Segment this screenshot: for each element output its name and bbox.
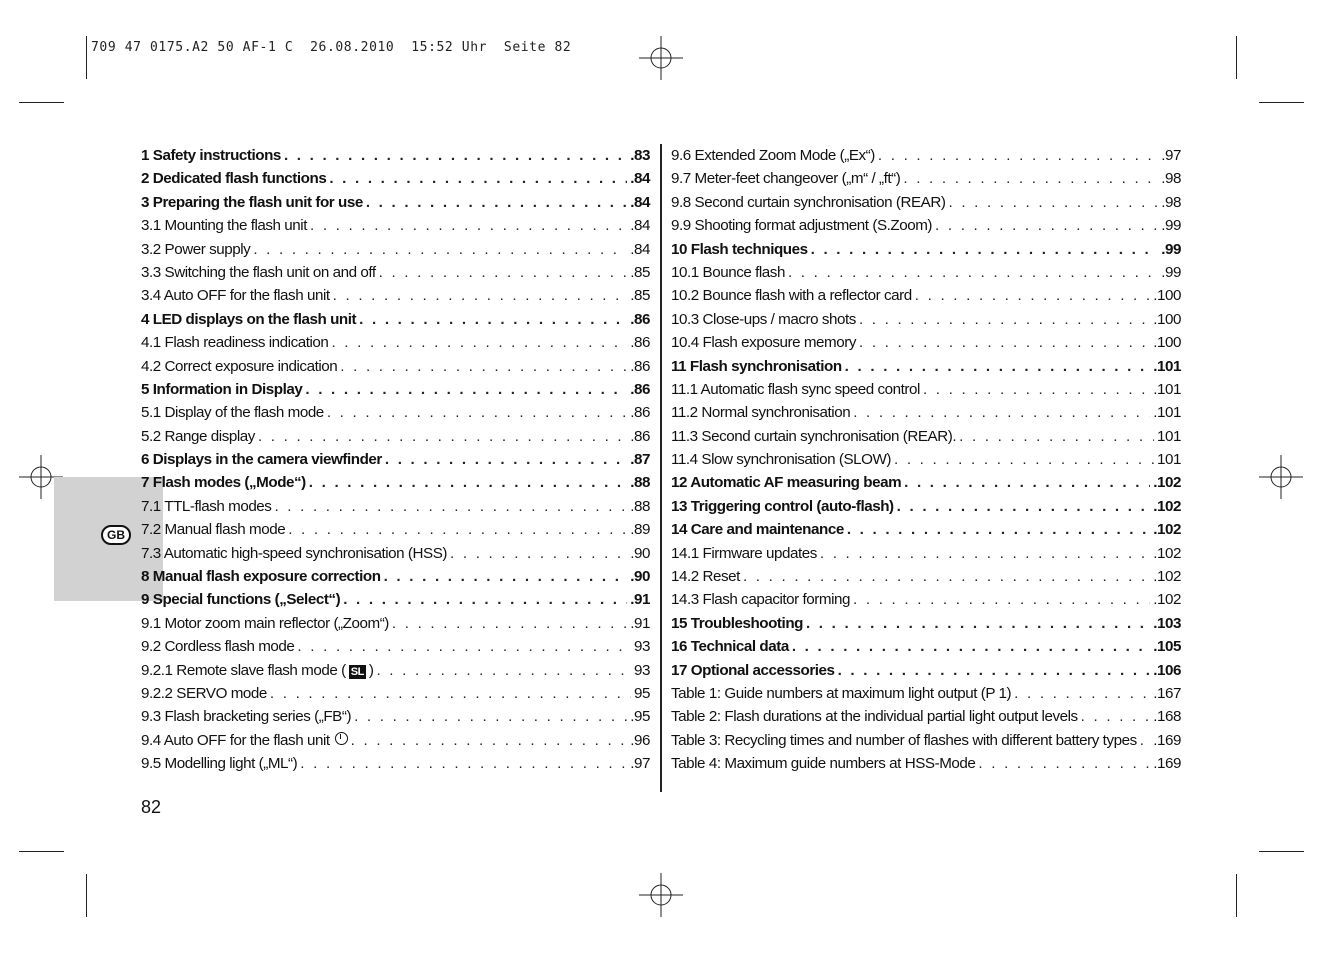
timer-icon bbox=[335, 732, 348, 745]
toc-leader-dots bbox=[354, 705, 627, 728]
toc-entry-page: 101 bbox=[1157, 451, 1181, 469]
toc-entry-page: .83 bbox=[630, 147, 650, 164]
crop-mark bbox=[1236, 874, 1237, 917]
toc-entry-label: 10.3 Close-ups / macro shots bbox=[671, 310, 856, 328]
toc-entry-label: 13 Triggering control (auto-flash) bbox=[671, 497, 894, 515]
toc-entry bbox=[141, 331, 650, 354]
toc-entry-label: 14.1 Firmware updates bbox=[671, 544, 817, 562]
toc-entry-label: 3 Preparing the flash unit for use bbox=[141, 193, 363, 211]
toc-entry-page: .169 bbox=[1153, 731, 1181, 749]
toc-leader-dots bbox=[847, 518, 1150, 541]
toc-entry-label: 7.2 Manual flash mode bbox=[141, 521, 286, 539]
toc-entry-label: 9.4 Auto OFF for the flash unit bbox=[141, 731, 330, 749]
toc-entry-label: 4.1 Flash readiness indication bbox=[141, 334, 329, 352]
toc-entry-page: .84 bbox=[630, 170, 650, 188]
toc-leader-dots bbox=[788, 261, 1158, 284]
toc-entry bbox=[671, 752, 1181, 775]
toc-leader-dots bbox=[305, 378, 627, 401]
toc-entry bbox=[671, 261, 1181, 284]
toc-entry-page: .87 bbox=[630, 451, 650, 469]
toc-leader-dots bbox=[859, 331, 1150, 354]
toc-entry-label: 14.3 Flash capacitor forming bbox=[671, 591, 851, 609]
toc-entry-label: 10.4 Flash exposure memory bbox=[671, 334, 856, 352]
toc-entry-page: .88 bbox=[630, 497, 650, 515]
toc-entry bbox=[141, 144, 650, 167]
toc-entry-page: .90 bbox=[630, 568, 650, 586]
toc-entry-page: .100 bbox=[1153, 287, 1181, 305]
toc-leader-dots bbox=[327, 401, 627, 424]
toc-entry-page: .86 bbox=[630, 310, 650, 328]
toc-entry-label: 15 Troubleshooting bbox=[671, 614, 803, 632]
toc-entry-page: .86 bbox=[630, 404, 650, 422]
toc-entry-label: 7.1 TTL-flash modes bbox=[141, 497, 272, 515]
toc-entry-page: .95 bbox=[630, 708, 650, 726]
toc-entry bbox=[671, 565, 1181, 588]
toc-entry-page: .84 bbox=[630, 217, 650, 235]
toc-entry-label: 9.5 Modelling light („ML“) bbox=[141, 755, 298, 773]
language-badge: GB bbox=[101, 525, 131, 545]
toc-entry-label: 16 Technical data bbox=[671, 638, 789, 656]
toc-entry-label: 4.2 Correct exposure indication bbox=[141, 357, 338, 375]
toc-entry-page: .102 bbox=[1153, 568, 1181, 586]
toc-entry-page: .102 bbox=[1153, 474, 1181, 492]
toc-leader-dots bbox=[904, 471, 1150, 494]
toc-leader-dots bbox=[343, 588, 627, 611]
toc-leader-dots bbox=[258, 425, 627, 448]
toc-entry-page: .102 bbox=[1153, 497, 1181, 515]
toc-entry-label: 11.2 Normal synchronisation bbox=[671, 404, 851, 422]
toc-entry-label: Table 2: Flash durations at the individual partial light output levels bbox=[671, 708, 1078, 726]
toc-entry-page: 101 bbox=[1157, 427, 1181, 445]
toc-leader-dots bbox=[309, 471, 627, 494]
toc-entry-label: 5 Information in Display bbox=[141, 380, 303, 398]
toc-leader-dots bbox=[935, 214, 1158, 237]
toc-entry-label: 9.7 Meter-feet changeover („m“ / „ft“) bbox=[671, 170, 901, 188]
toc-entry bbox=[141, 565, 650, 588]
toc-entry bbox=[671, 378, 1181, 401]
toc-entry bbox=[141, 705, 650, 728]
toc-entry-page: .85 bbox=[630, 287, 650, 305]
column-divider bbox=[660, 144, 662, 792]
toc-entry-page: .168 bbox=[1153, 708, 1181, 726]
toc-right-column bbox=[671, 144, 1181, 776]
toc-leader-dots bbox=[253, 238, 627, 261]
toc-entry-page: .91 bbox=[630, 591, 650, 609]
toc-entry-page: .86 bbox=[630, 427, 650, 445]
print-header-line: 709 47 0175.A2 50 AF-1 C 26.08.2010 15:52 Uhr Seite 82 bbox=[91, 40, 572, 55]
toc-leader-dots bbox=[331, 331, 627, 354]
toc-entry bbox=[141, 635, 650, 658]
toc-leader-dots bbox=[310, 214, 627, 237]
toc-entry-page: .86 bbox=[630, 334, 650, 352]
toc-leader-dots bbox=[1081, 705, 1151, 728]
toc-entry-page: .101 bbox=[1153, 404, 1181, 422]
toc-leader-dots bbox=[297, 635, 631, 658]
toc-leader-dots bbox=[384, 565, 628, 588]
toc-entry-label: 17 Optional accessories bbox=[671, 661, 835, 679]
toc-entry-page: .86 bbox=[630, 380, 650, 398]
toc-entry-label: 2 Dedicated flash functions bbox=[141, 170, 327, 188]
toc-leader-dots bbox=[284, 144, 627, 167]
toc-entry bbox=[141, 191, 650, 214]
toc-entry bbox=[671, 144, 1181, 167]
toc-entry bbox=[671, 495, 1181, 518]
toc-entry bbox=[671, 612, 1181, 635]
toc-entry-page: .106 bbox=[1153, 661, 1181, 679]
toc-leader-dots bbox=[792, 635, 1150, 658]
toc-entry bbox=[671, 167, 1181, 190]
toc-entry-page: .101 bbox=[1153, 357, 1181, 375]
toc-entry bbox=[141, 682, 650, 705]
crop-mark bbox=[1259, 851, 1304, 852]
toc-entry-label: 1 Safety instructions bbox=[141, 147, 281, 164]
toc-entry-page: 95 bbox=[634, 684, 650, 702]
toc-entry-label: 12 Automatic AF measuring beam bbox=[671, 474, 902, 492]
toc-entry bbox=[671, 355, 1181, 378]
toc-entry-page: .100 bbox=[1153, 334, 1181, 352]
toc-entry bbox=[671, 308, 1181, 331]
registration-mark-icon bbox=[639, 36, 683, 80]
toc-entry-label: 4 LED displays on the flash unit bbox=[141, 310, 357, 328]
toc-leader-dots bbox=[450, 542, 627, 565]
toc-entry bbox=[141, 448, 650, 471]
toc-entry bbox=[671, 682, 1181, 705]
toc-entry bbox=[671, 729, 1181, 752]
toc-entry-label: 5.1 Display of the flash mode bbox=[141, 404, 324, 422]
toc-entry bbox=[671, 635, 1181, 658]
toc-entry bbox=[141, 542, 650, 565]
toc-entry bbox=[671, 191, 1181, 214]
toc-leader-dots bbox=[274, 495, 627, 518]
toc-leader-dots bbox=[915, 284, 1150, 307]
crop-mark bbox=[19, 102, 64, 103]
toc-entry-page: .91 bbox=[630, 614, 650, 632]
toc-entry bbox=[141, 261, 650, 284]
toc-entry bbox=[671, 518, 1181, 541]
toc-leader-dots bbox=[379, 261, 628, 284]
crop-mark bbox=[1259, 102, 1304, 103]
toc-entry-label: 10.1 Bounce flash bbox=[671, 263, 785, 281]
toc-leader-dots bbox=[978, 752, 1150, 775]
toc-entry-page: .169 bbox=[1153, 755, 1181, 773]
toc-leader-dots bbox=[359, 308, 627, 331]
toc-entry-page: .97 bbox=[1161, 147, 1181, 164]
toc-entry-page: .84 bbox=[630, 240, 650, 258]
toc-entry-page: .96 bbox=[630, 731, 650, 749]
toc-entry-label: 11.3 Second curtain synchronisation (REAR). bbox=[671, 427, 957, 445]
toc-leader-dots bbox=[806, 612, 1150, 635]
toc-entry-page: .90 bbox=[630, 544, 650, 562]
toc-entry-label: 9.1 Motor zoom main reflector („Zoom“) bbox=[141, 614, 389, 632]
toc-entry bbox=[141, 729, 650, 752]
toc-entry bbox=[141, 378, 650, 401]
toc-entry-label: 9.2 Cordless flash mode bbox=[141, 638, 295, 656]
toc-leader-dots bbox=[820, 542, 1150, 565]
toc-entry-label: Table 3: Recycling times and number of flashes with different battery types bbox=[671, 731, 1137, 749]
toc-left-column bbox=[141, 144, 650, 776]
toc-entry-page: .89 bbox=[630, 521, 650, 539]
toc-entry-label: 9.3 Flash bracketing series („FB“) bbox=[141, 708, 352, 726]
toc-leader-dots bbox=[351, 729, 628, 752]
toc-entry bbox=[141, 471, 650, 494]
toc-entry-label: 9.2.1 Remote slave flash mode ( bbox=[141, 661, 346, 679]
toc-leader-dots bbox=[838, 659, 1151, 682]
toc-leader-dots bbox=[859, 308, 1150, 331]
toc-leader-dots bbox=[853, 401, 1150, 424]
crop-mark bbox=[86, 36, 87, 79]
toc-entry bbox=[141, 588, 650, 611]
toc-entry-page: .101 bbox=[1153, 380, 1181, 398]
toc-entry bbox=[671, 238, 1181, 261]
toc-leader-dots bbox=[333, 284, 628, 307]
crop-mark bbox=[1236, 36, 1237, 79]
toc-entry-label-suffix: ) bbox=[368, 661, 374, 679]
toc-entry bbox=[141, 612, 650, 635]
toc-entry bbox=[671, 284, 1181, 307]
toc-entry bbox=[141, 284, 650, 307]
toc-entry-label: 3.2 Power supply bbox=[141, 240, 251, 258]
toc-entry-label: Table 1: Guide numbers at maximum light output (P 1) bbox=[671, 684, 1012, 702]
toc-entry bbox=[141, 167, 650, 190]
toc-entry bbox=[671, 331, 1181, 354]
toc-leader-dots bbox=[392, 612, 627, 635]
toc-entry bbox=[141, 401, 650, 424]
toc-entry bbox=[141, 659, 650, 682]
toc-entry bbox=[141, 355, 650, 378]
toc-entry-page: .85 bbox=[630, 263, 650, 281]
toc-entry-label: Table 4: Maximum guide numbers at HSS-Mode bbox=[671, 755, 976, 773]
toc-entry bbox=[671, 588, 1181, 611]
toc-entry bbox=[141, 238, 650, 261]
toc-entry-label: 6 Displays in the camera viewfinder bbox=[141, 451, 382, 469]
toc-entry-label: 9.9 Shooting format adjustment (S.Zoom) bbox=[671, 217, 933, 235]
toc-entry-label: 7.3 Automatic high-speed synchronisation (HSS) bbox=[141, 544, 448, 562]
toc-entry bbox=[141, 425, 650, 448]
toc-leader-dots bbox=[1140, 729, 1151, 752]
toc-leader-dots bbox=[897, 495, 1151, 518]
toc-leader-dots bbox=[878, 144, 1158, 167]
crop-mark bbox=[86, 874, 87, 917]
toc-leader-dots bbox=[288, 518, 627, 541]
toc-leader-dots bbox=[270, 682, 631, 705]
toc-entry bbox=[671, 425, 1181, 448]
toc-leader-dots bbox=[385, 448, 627, 471]
toc-entry-label: 10.2 Bounce flash with a reflector card bbox=[671, 287, 912, 305]
toc-entry-label: 9 Special functions („Select“) bbox=[141, 591, 341, 609]
toc-entry-page: .98 bbox=[1161, 170, 1181, 188]
registration-mark-icon bbox=[1259, 455, 1303, 499]
toc-leader-dots bbox=[948, 191, 1158, 214]
toc-entry bbox=[671, 471, 1181, 494]
toc-leader-dots bbox=[340, 355, 627, 378]
toc-entry-page: .84 bbox=[630, 193, 650, 211]
toc-entry bbox=[141, 495, 650, 518]
toc-entry-page: 93 bbox=[634, 638, 650, 656]
toc-entry-label: 11.4 Slow synchronisation (SLOW) bbox=[671, 451, 891, 469]
toc-entry-page: .102 bbox=[1153, 544, 1181, 562]
toc-entry-label: 14.2 Reset bbox=[671, 568, 740, 586]
toc-entry-label: 3.4 Auto OFF for the flash unit bbox=[141, 287, 330, 305]
toc-entry-page: .103 bbox=[1153, 614, 1181, 632]
toc-entry-label: 11 Flash synchronisation bbox=[671, 357, 842, 375]
toc-entry-label: 9.8 Second curtain synchronisation (REAR) bbox=[671, 193, 946, 211]
slave-mode-icon: SL bbox=[350, 665, 364, 678]
toc-entry-page: .98 bbox=[1161, 193, 1181, 211]
toc-entry-label: 7 Flash modes („Mode“) bbox=[141, 474, 306, 492]
toc-entry-page: .100 bbox=[1153, 310, 1181, 328]
toc-entry-label: 5.2 Range display bbox=[141, 427, 255, 445]
toc-entry-label: 14 Care and maintenance bbox=[671, 521, 844, 539]
toc-entry bbox=[671, 542, 1181, 565]
toc-entry-label: 9.2.2 SERVO mode bbox=[141, 684, 267, 702]
toc-entry bbox=[671, 401, 1181, 424]
toc-entry bbox=[141, 214, 650, 237]
registration-mark-icon bbox=[639, 873, 683, 917]
toc-entry-page: 93 bbox=[634, 661, 650, 679]
toc-entry bbox=[141, 752, 650, 775]
toc-entry bbox=[671, 448, 1181, 471]
toc-entry bbox=[671, 214, 1181, 237]
toc-entry-page: .102 bbox=[1153, 521, 1181, 539]
toc-entry-page: .99 bbox=[1161, 263, 1181, 281]
toc-entry-page: .88 bbox=[630, 474, 650, 492]
toc-leader-dots bbox=[300, 752, 627, 775]
toc-entry-label: 10 Flash techniques bbox=[671, 240, 808, 258]
toc-entry-label: 8 Manual flash exposure correction bbox=[141, 568, 381, 586]
toc-entry-page: .99 bbox=[1161, 217, 1181, 235]
toc-entry bbox=[141, 308, 650, 331]
toc-leader-dots bbox=[903, 167, 1158, 190]
toc-entry-page: .86 bbox=[630, 357, 650, 375]
toc-entry-label: 9.6 Extended Zoom Mode („Ex“) bbox=[671, 147, 875, 164]
toc-leader-dots bbox=[845, 355, 1151, 378]
page-number: 82 bbox=[141, 797, 162, 817]
toc-leader-dots bbox=[959, 425, 1154, 448]
crop-mark bbox=[19, 851, 64, 852]
toc-entry-label: 3.3 Switching the flash unit on and off bbox=[141, 263, 376, 281]
toc-leader-dots bbox=[366, 191, 627, 214]
toc-leader-dots bbox=[329, 167, 627, 190]
toc-entry-page: .102 bbox=[1153, 591, 1181, 609]
toc-entry bbox=[671, 659, 1181, 682]
toc-leader-dots bbox=[923, 378, 1150, 401]
toc-entry-label: 3.1 Mounting the flash unit bbox=[141, 217, 307, 235]
toc-entry-label: 11.1 Automatic flash sync speed control bbox=[671, 380, 920, 398]
toc-leader-dots bbox=[376, 659, 631, 682]
toc-leader-dots bbox=[894, 448, 1154, 471]
toc-leader-dots bbox=[1014, 682, 1150, 705]
toc-entry bbox=[141, 518, 650, 541]
toc-leader-dots bbox=[811, 238, 1159, 261]
toc-leader-dots bbox=[743, 565, 1150, 588]
toc-entry-page: .105 bbox=[1153, 638, 1181, 656]
toc-leader-dots bbox=[853, 588, 1150, 611]
toc-entry-page: .99 bbox=[1161, 240, 1181, 258]
toc-entry-page: .97 bbox=[630, 755, 650, 773]
toc-entry-page: .167 bbox=[1153, 684, 1181, 702]
toc-entry bbox=[671, 705, 1181, 728]
